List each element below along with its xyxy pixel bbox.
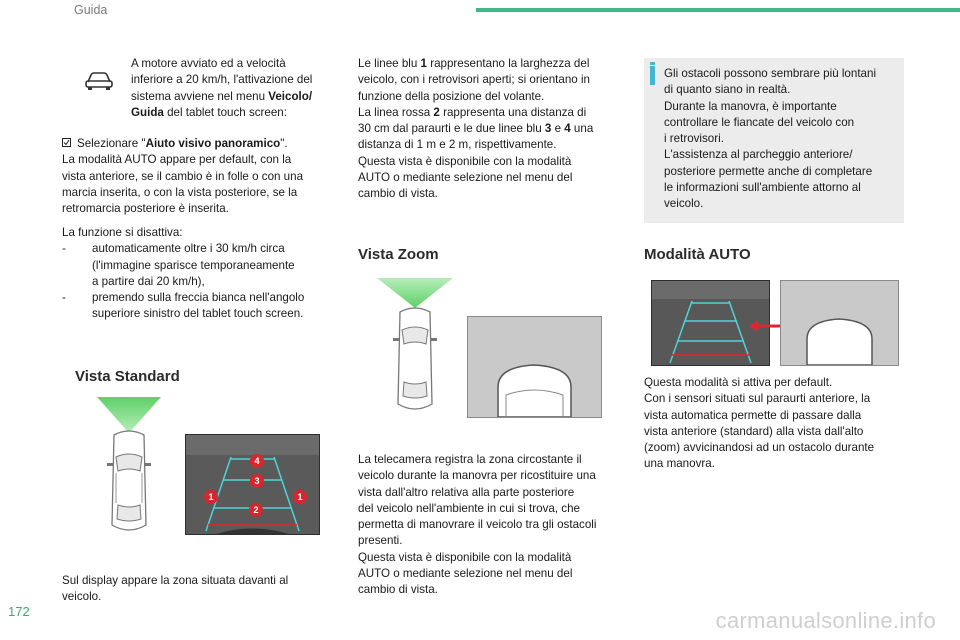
marker-2: 2 [249,503,263,517]
list-item: - premendo sulla freccia bianca nell'angolo superiore sinistro del tablet touch screen. [62,291,305,321]
page-number: 172 [8,604,30,619]
menu-name: Guida [131,105,164,119]
camera-screen-auto-zoom [780,280,899,366]
select-line: vista anteriore, se il cambio è in folle o con una [62,169,304,183]
select-text: Selezionare "Aiuto visivo panoramico". La modalità AUTO appare per default, con la vista anteriore, se il cambio è in folle o con una marcia inserita, o con la vista posteriore, se la retromarcia posteriore è inserita. [62,136,332,217]
section-label: Guida [74,3,108,17]
select-line: retromarcia posteriore è inserita. [62,202,229,216]
car-icon [84,69,114,91]
select-line: marcia inserita, o con la vista posteriore, se la [62,185,298,199]
intro-text [131,56,331,121]
intro-line: sistema avviene nel menu [131,89,269,103]
intro-line: del tablet touch screen: [163,105,287,119]
watermark: carmanualsonline.info [715,608,936,633]
heading-vista-zoom: Vista Zoom [358,246,439,263]
zoom-description: La telecamera registra la zona circostante il veicolo durante la manovra per ricostituire una vista dall'altro relativa alla parte posteriore del veicolo nell'ambiente in cui si trova, che permetta di manovrare il veicolo tra gli ostacoli presenti. Questa vista è disponibile con la modalità AUTO o mediante selezione nel menu del cambio di vista. [358,453,597,597]
auto-description: Questa modalità si attiva per default. Con i sensori situati sul paraurti anteriore, la vista automatica permette di passare dalla vista anteriore (standard) alla vista dall'alto (zoom) avvicinandosi ad un ostacolo durante una manovra. [644,376,875,471]
standard-caption: Sul display appare la zona situata davanti al veicolo. [62,574,289,604]
heading-modalita-auto: Modalità AUTO [644,246,751,263]
marker-4: 4 [250,454,264,468]
intro-line: A motore avviato ed a velocità [131,57,286,70]
intro-line: inferiore a 20 km/h, l'attivazione del [131,73,313,87]
deactivation-title: La funzione si disattiva: [62,226,183,239]
car-topview-illustration [375,278,455,418]
menu-name: Veicolo/ [268,89,313,103]
marker-1-left: 1 [204,490,218,504]
info-icon-bar [650,66,655,85]
marker-3: 3 [250,474,264,488]
info-note-text: Gli ostacoli possono sembrare più lontani di quanto siano in realtà. Durante la manovra, è importante controllare le fiancate del veicolo con i retrovisori. L'assistenza al parcheggio anteriore/ posteriore permette anche di completare le informazioni sull'ambiente attorno al veicolo. [664,67,877,211]
deactivation-text [62,225,337,323]
list-item: - automaticamente oltre i 30 km/h circa (l'immagine sparisce temporaneamente a partire dai 20 km/h), [62,242,295,288]
option-name: Aiuto visivo panoramico [145,137,281,150]
info-icon [650,62,655,65]
lines-description: Le linee blu 1 rappresentano la larghezza del veicolo, con i retrovisori aperti; si orientano in funzione della posizione del volante. La linea rossa 2 rappresenta una distanza di 30 cm dal paraurti e le due linee blu 3 e 4 una distanza di 1 m e 2 m, rispettivamente. Questa vista è disponibile con la modalità AUTO o mediante selezione nel menu del cambio di vista. [358,57,594,201]
header-accent-line [476,8,960,12]
select-line: La modalità AUTO appare per default, con la [62,153,292,167]
marker-1-right: 1 [293,490,307,504]
heading-vista-standard: Vista Standard [75,368,180,385]
checkbox-icon [62,136,71,152]
car-topview-illustration [94,395,164,545]
camera-screen-zoom [467,316,602,418]
